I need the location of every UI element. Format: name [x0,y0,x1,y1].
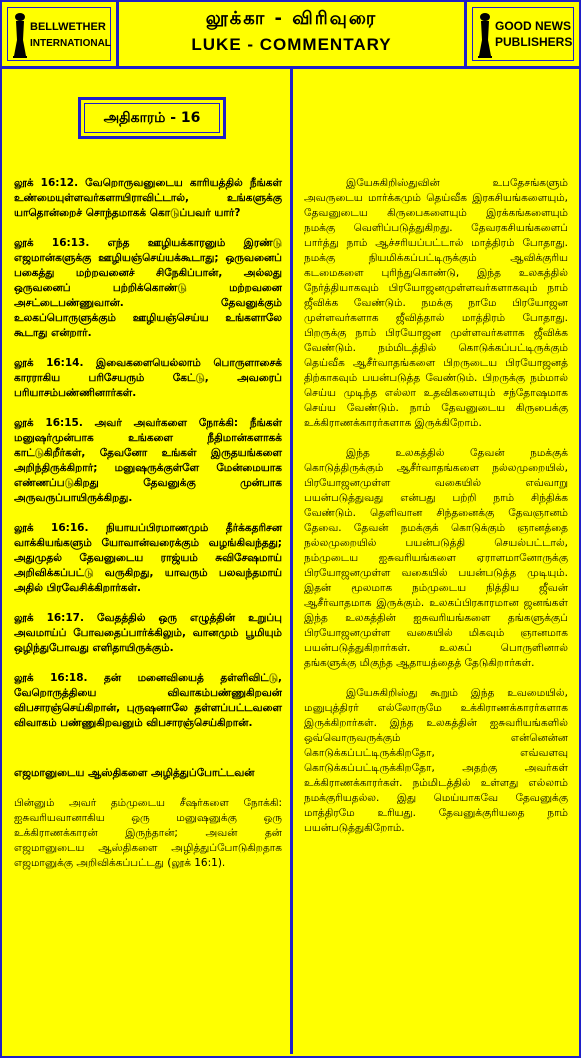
left-logo-line2: INTERNATIONAL [30,38,111,49]
verse-16-15: லூக் 16:15. அவர் அவர்களை நோக்கி: நீங்கள் மனுஷர்முன்பாக உங்களை நீதிமான்களாகக் காட்டுகிறீர்கள், தேவனோ உங்கள் இருதயங்களை அறிந்திருக்கிறார்; மனுஷருக்குள்ளே மேன்மையாக எண்ணப்படுகிறது தேவனுக்கு முன்பாக அருவருப்பாயிருக்கிறது. [14,417,282,504]
bellwether-sheep-icon [476,10,494,60]
section-subheading: எஜமானுடைய ஆஸ்திகளை அழித்துப்போட்டவன் [14,767,255,779]
column-divider [290,69,293,1054]
verse-16-13: லூக் 16:13. எந்த ஊழியக்காரனும் இரண்டு எஜமான்களுக்கு ஊழியஞ்செய்யக்கூடாது; ஒருவனைப் பகைத்து மற்றவனைச் சிநேகிப்பான், அல்லது ஒருவனைப் பற்றிக்கொண்டு மற்றவனை அசட்டைபண்ணுவான். தேவனுக்கும் உலகப்பொருளுக்கும் ஊழியஞ்செய்ய உங்களாலே கூடாது என்றார். [14,237,282,339]
commentary-paragraph: இயேசுகிறிஸ்து கூறும் இந்த உவமையில், மனுபுத்திரர் எல்லோருமே உக்கிராணக்காரர்களாக இருக்கிறார்கள். இந்த உலகத்தின் ஐசுவரியங்களில் ஒவ்வொருவருக்கும் என்னென்ன கொடுக்கப்பட்டிருக்கிறதோ, எவ்வளவு கொடுக்கப்பட்டிருக்கிறதோ, அதற்கு அவர்கள் உக்கிராணக்காரர்கள். நம்மிடத்தில் உள்ளது எல்லாம் நமக்குரியதல்ல. இது மெய்யாகவே தேவனுக்கு மாத்திரமே உரியது. தேவனுக்குரியதை நாம் பயன்படுத்துகிறோம். [304,687,568,834]
title-english: LUKE - COMMENTARY [191,35,392,54]
bellwether-logo [2,2,119,66]
chapter-label: அதிகாரம் - 16 [84,103,220,133]
title-block [119,2,467,66]
right-logo-line2: PUBLISHERS [495,35,573,49]
verse-16-12: லூக் 16:12. வேறொருவனுடைய காரியத்தில் நீங்கள் உண்மையுள்ளவர்களாயிராவிட்டால், உங்களுக்கு யாதொன்றைச் சொந்தமாகக் கொடுப்பவர் யார்? [14,177,282,219]
verse-16-16: லூக் 16:16. நியாயப்பிரமாணமும் தீர்க்கதரிசன வாக்கியங்களும் யோவான்வரைக்கும் வழங்கிவந்தது; அதுமுதல் தேவனுடைய ராஜ்யம் சுவிசேஷமாய் அறிவிக்கப்பட்டு வருகிறது, யாவரும் பலவந்தமாய் அதில் பிரவேசிக்கிறார்கள். [14,522,282,594]
verse-16-18: லூக் 16:18. தன் மனைவியைத் தள்ளிவிட்டு, வேறொருத்தியை விவாகம்பண்ணுகிறவன் விபசாரஞ்செய்கிறான், புருஷனாலே தள்ளப்பட்டவளை விவாகம் பண்ணுகிறவனும் விபசாரஞ்செய்கிறான். [14,672,282,729]
right-column [304,176,568,851]
commentary-paragraph: இந்த உலகத்தில் தேவன் நமக்குக் கொடுத்திருக்கும் ஆசீர்வாதங்களை நல்லமுறையில், பிரயோஜனமுள்ள வகையில் எவ்வாறு பயன்படுத்துவது என்பது பற்றி நாம் சிந்திக்க வேண்டும். தெளிவான சிந்தனைக்கு தேவஞானம் தேவை. தேவன் நமக்குக் கொடுக்கும் ஞானத்தை நல்லமுறையில் பயன்படுத்தி செயல்பட்டால், நம்முடைய ஐசுவரியங்களை ஏராளமானோருக்கு பிரயோஜனமுள்ள வகையில் பயன்படுத்த முடியும். இதன் மூலமாக நம்முடைய நித்திய ஜீவன் ஆசீர்வாதமாக இருக்கும். உலகப்பிரகாரமான ஜனங்கள் இந்த உலகத்தின் ஐசுவரியங்களை தங்களுக்குப் பிரயோஜனமுள்ள வகையில் மிகவும் ஞானமாக பயன்படுத்துகிறார்கள். உலகப் பொருளினால் தங்களுக்கு மிகுந்த ஆதாயத்தைத் தேடுகிறார்கள். [304,447,568,669]
chapter-box [78,97,226,139]
left-column [14,176,282,886]
header [2,2,579,69]
verse-16-14: லூக் 16:14. இவைகளையெல்லாம் பொருளாசைக் காரராகிய பரிசேயரும் கேட்டு, அவரைப் பரியாசம்பண்ணினார்கள். [14,357,282,399]
commentary-paragraph: இயேசுகிறிஸ்துவின் உபதேசங்களும் அவருடைய மார்க்கமும் தெய்வீக இரகசியங்களையும், தேவனுடைய கிருபைகளையும் இரக்கங்களையும் நமக்கு வெளிப்படுத்துகிறது. தேவரகசியங்களைப் பார்த்து நாம் ஆச்சரியப்பட்டால் மாத்திரம் போதாது. நமக்கு நியமிக்கப்பட்டிருக்கும் ஆவிக்குரிய கடமைகளை புரிந்துகொண்டு, இந்த உலகத்தில் நேர்த்தியாகவும் பிரயோஜனமுள்ளவர்களாகவும் நாம் ஜீவிக்க வேண்டும். நமக்கு நாமே பிரயோஜன முள்ளவர்களாக ஜீவித்தால் மாத்திரம் போதாது. பிறருக்கு நாம் பிரயோஜன முள்ளவர்களாக ஜீவிக்க வேண்டும். நம்மிடத்தில் கொடுக்கப்பட்டிருக்கும் தெய்வீக ஆசீர்வாதங்களை பிறருடைய பிரயோஜனத் திற்காகவும் பயன்படுத்த வேண்டும். பிறருக்கு நம்மால் செய்ய முடிந்த எல்லா உதவிகளையும் சந்தோஷமாக செய்ய வேண்டும். நாம் தேவனுடைய கிருபைக்கு உக்கிராணக்காரர்களாக இருக்கிறோம். [304,177,568,429]
good-news-logo [467,2,579,66]
section-intro: பின்னும் அவர் தம்முடைய சீஷர்களை நோக்கி: ஐசுவரியவானாகிய ஒரு மனுஷனுக்கு ஒரு உக்கிராணக்காரன் இருந்தான்; அவன் தன் எஜமானுடைய ஆஸ்திகளை அழித்துப்போடுகிறதாக எஜமானுக்கு அறிவிக்கப்பட்டது (லூக் 16:1). [14,797,282,869]
right-logo-line1: GOOD NEWS [495,19,572,33]
left-logo-line1: BELLWETHER [30,21,106,33]
title-tamil: லூக்கா - விரிவுரை [205,8,378,29]
verse-16-17: லூக் 16:17. வேதத்தில் ஒரு எழுத்தின் உறுப்பு அவமாய்ப் போவதைப்பார்க்கிலும், வானமும் பூமியும் ஒழிந்துபோவது எளிதாயிருக்கும். [14,612,282,654]
bellwether-sheep-icon [11,10,29,60]
